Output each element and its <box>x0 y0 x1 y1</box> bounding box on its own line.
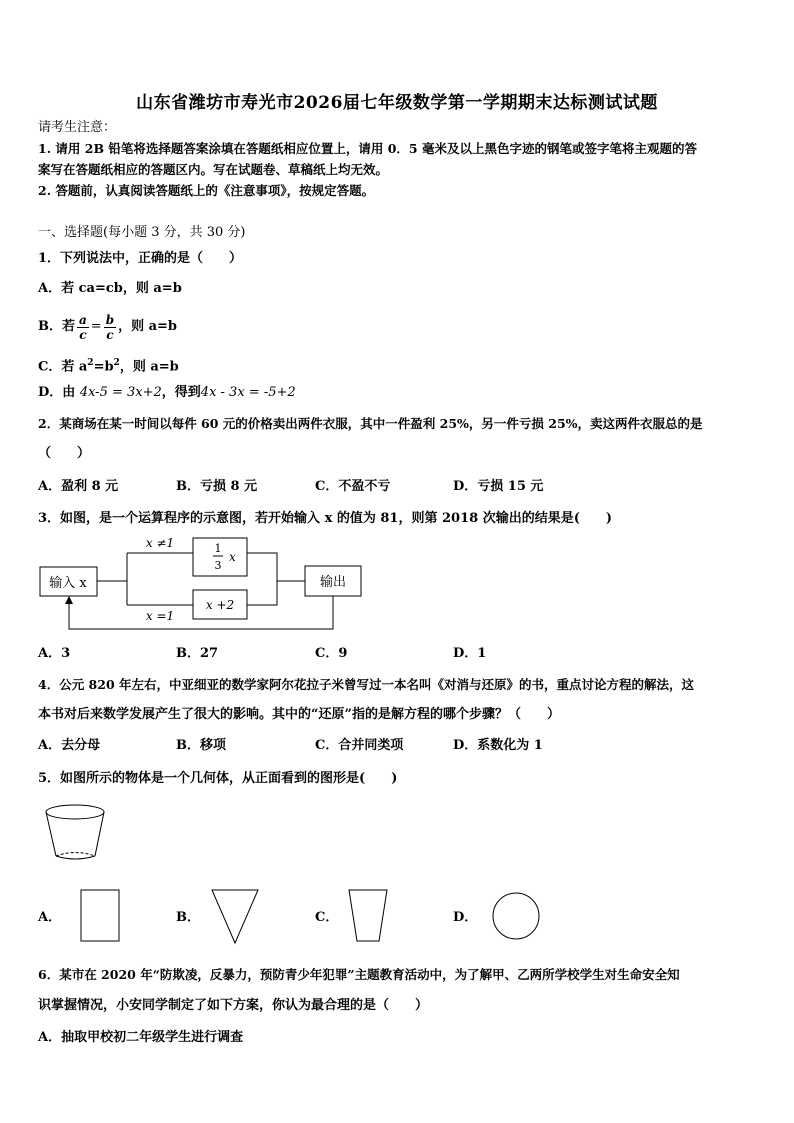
q1-option-d-mid: ，得到 <box>161 385 201 400</box>
q6-stem-line-1: 6．某市在 2020 年“防欺凌，反暴力，预防青少年犯罪”主题教育活动中，为了解甲、乙两所学校学生对生命安全知 <box>38 967 680 982</box>
superscript: 2 <box>87 358 94 368</box>
cup-side <box>46 812 56 856</box>
q3-option-b: B．27 <box>176 646 219 661</box>
cup-bottom-back <box>56 853 95 857</box>
q4-stem-line-2: 本书对后来数学发展产生了很大的影响。其中的“还原”指的是解方程的哪个步骤？（ ） <box>38 707 560 722</box>
q3-option-a: A．3 <box>38 646 71 661</box>
q5-option-b: B． <box>176 910 200 925</box>
superscript: 2 <box>113 358 120 368</box>
q4-option-c: C．合并同类项 <box>315 738 404 753</box>
notice-item-1-line-2: 案写在答题纸相应的答题区内。写在试题卷、草稿纸上均无效。 <box>38 162 389 177</box>
q4-option-b: B．移项 <box>176 738 226 753</box>
notice-item-1-line-1: 1. 请用 2B 铅笔将选择题答案涂填在答题纸相应位置上，请用 0．5 毫米及以上黑色字迹的钢笔或签字笔将主观题的答 <box>38 141 697 156</box>
q5-option-a: A． <box>38 910 62 925</box>
fraction-denominator: c <box>79 327 87 342</box>
condition-bottom: x =1 <box>145 609 175 623</box>
fraction-denominator: c <box>106 327 114 342</box>
q1-option-b-suffix: ，则 a=b <box>118 319 178 334</box>
fraction-denominator: 3 <box>214 559 222 572</box>
fraction-numerator: b <box>105 312 115 327</box>
arrow-up-icon <box>65 596 73 604</box>
trapezoid-shape <box>349 890 387 941</box>
output-label: 输出 <box>319 575 347 590</box>
triangle-shape <box>212 890 258 943</box>
condition-top: x ≠1 <box>145 536 175 550</box>
cup-bottom-front <box>56 856 95 859</box>
q2-stem-line-2: （ ） <box>38 446 91 461</box>
q2-option-c: C．不盈不亏 <box>315 479 391 494</box>
fraction-variable: x <box>229 550 236 564</box>
q1-option-c-mid: =b <box>93 359 114 375</box>
q1-option-c-suffix: ，则 a=b <box>119 359 179 375</box>
q2-option-b: B．亏损 8 元 <box>176 479 258 494</box>
fraction-numerator: a <box>79 312 87 327</box>
q6-stem-line-2: 识掌握情况，小安同学制定了如下方案，你认为最合理的是（ ） <box>38 998 429 1013</box>
equation-1: 4x-5 = 3x+2 <box>79 385 162 400</box>
cup-side <box>95 812 104 856</box>
connector <box>247 553 277 605</box>
q4-option-d: D．系数化为 1 <box>453 738 543 753</box>
q6-option-a: A．抽取甲校初二年级学生进行调查 <box>38 1030 244 1045</box>
notice-heading: 请考生注意： <box>38 120 117 135</box>
cup-figure <box>46 805 104 859</box>
equation-2: 4x - 3x = -5+2 <box>200 385 296 400</box>
q1-option-d-prefix: D．由 <box>38 385 76 400</box>
q1-option-a: A．若 ca=cb，则 a=b <box>38 281 182 296</box>
notice-item-2: 2. 答题前，认真阅读答题纸上的《注意事项》，按规定答题。 <box>38 183 375 198</box>
equals-sign: = <box>90 319 102 334</box>
cup-rim <box>46 805 104 819</box>
q5-option-d: D． <box>453 910 478 925</box>
q4-option-a: A．去分母 <box>38 738 101 753</box>
rectangle-shape <box>81 890 119 941</box>
q1-option-c-prefix: C．若 a <box>38 359 88 375</box>
q1-stem: 1．下列说法中，正确的是（ ） <box>38 251 243 266</box>
q3-stem: 3．如图，是一个运算程序的示意图，若开始输入 x 的值为 81，则第 2018 次输出的结果是( ) <box>38 511 613 526</box>
q2-stem-line-1: 2．某商场在某一时间以每件 60 元的价格卖出两件衣服，其中一件盈利 25%，另一件亏损 25%，卖这两件衣服总的是 <box>38 416 703 431</box>
circle-shape <box>493 893 539 939</box>
page-title: 山东省潍坊市寿光市2026届七年级数学第一学期期末达标测试试题 <box>136 93 658 113</box>
feedback-loop <box>69 596 333 629</box>
q1-option-b-prefix: B．若 <box>38 319 75 334</box>
fraction-numerator: 1 <box>214 542 222 555</box>
q5-stem: 5．如图所示的物体是一个几何体，从正面看到的图形是( ) <box>38 771 398 786</box>
q3-option-c: C．9 <box>315 646 348 661</box>
section-heading: 一、选择题(每小题 3 分，共 30 分) <box>38 225 246 240</box>
input-label: 输入 x <box>49 576 87 591</box>
q3-option-d: D．1 <box>453 646 487 661</box>
q4-stem-line-1: 4．公元 820 年左右，中亚细亚的数学家阿尔花拉子米曾写过一本名叫《对消与还原》的书，重点讨论方程的解法，这 <box>38 677 694 692</box>
q2-option-a: A．盈利 8 元 <box>38 479 119 494</box>
q2-option-d: D．亏损 15 元 <box>453 479 544 494</box>
q5-option-c: C． <box>315 910 339 925</box>
operation-bottom-label: x +2 <box>205 598 235 612</box>
